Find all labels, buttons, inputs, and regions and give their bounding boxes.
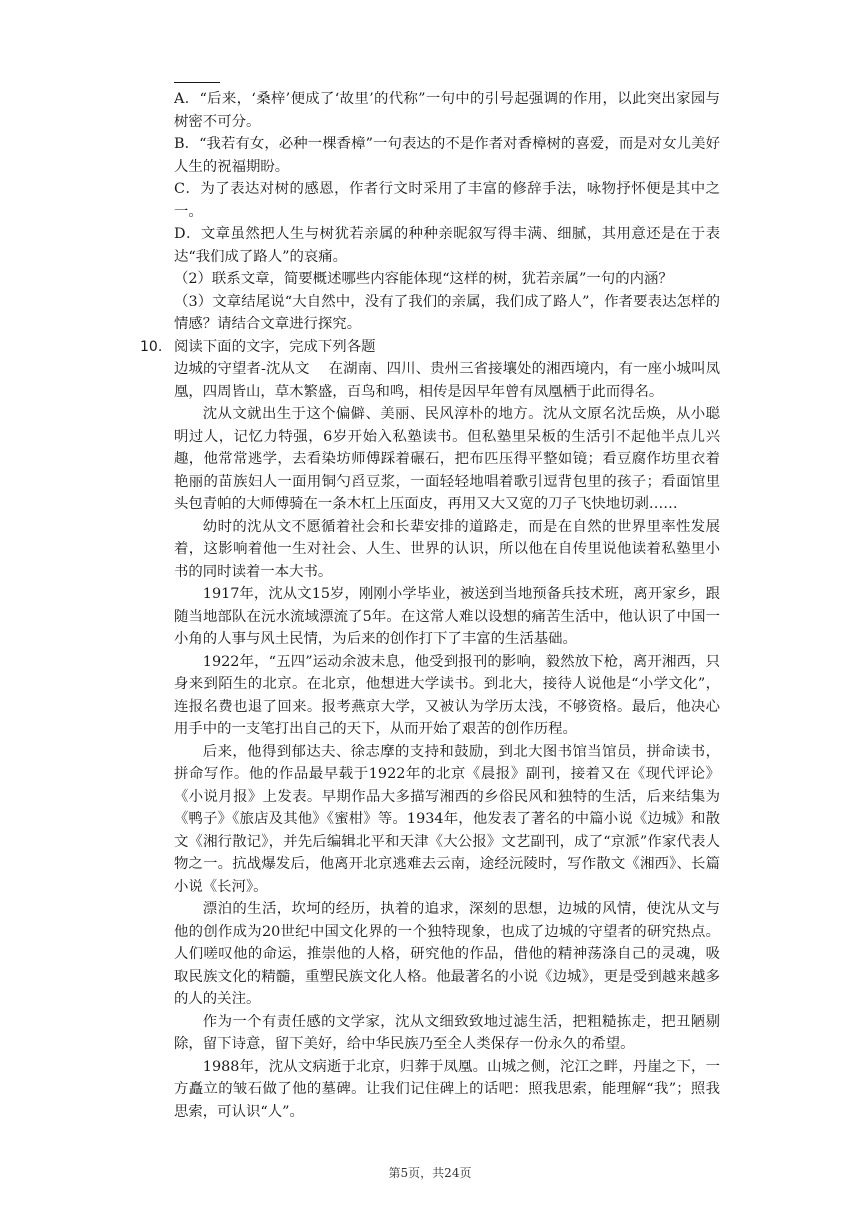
option-c: C．为了表达对树的感恩，作者行文时采用了丰富的修辞手法，咏物抒怀便是其中之一。 [174, 181, 720, 220]
passage-paragraph: 1917年，沈从文15岁，刚刚小学毕业，被送到当地预备兵技术班，离开家乡，跟随当地部队在沅水流域漂流了5年。在这常人难以设想的痛苦生活中，他认识了中国一小角的人事与风土民情，为后来的创作打下了丰富的生活基础。 [174, 586, 720, 647]
passage-paragraph: 幼时的沈从文不愿循着社会和长辈安排的道路走，而是在自然的世界里率性发展着，这影响着他一生对社会、人生、世界的认识，所以他在自传里说他读着私塾里小书的同时读着一本大书。 [174, 518, 720, 580]
option-a: A．“后来，‘桑梓’便成了‘故里’的代称”一句中的引号起强调的作用，以此突出家园与树密不可分。 [174, 91, 720, 130]
document-body [140, 88, 720, 1123]
passage-paragraph: 漂泊的生活，坎坷的经历，执着的追求，深刻的思想，边城的风情，使沈从文与他的创作成为20世纪中国文化界的一个独特现象，也成了边城的守望者的研究热点。人们嗟叹他的命运，推崇他的人格，研究他的作品，借他的精神荡涤自己的灵魂，吸取民族文化的精髓，重塑民族文化人格。他最著名的小说《边城》，更是受到越来越多的人的关注。 [174, 901, 720, 1007]
passage-title-paragraph: 边城的守望者-沈从文 在湖南、四川、贵州三省接壤处的湘西境内，有一座小城叫凤凰，四周皆山，草木繁盛，百鸟和鸣，相传是因早年曾有凤凰栖于此而得名。 [174, 361, 720, 400]
passage-paragraph: 后来，他得到郁达夫、徐志摩的支持和鼓励，到北大图书馆当馆员，拼命读书，拼命写作。他的作品最早载于1922年的北京《晨报》副刊，接着又在《现代评论》《小说月报》上发表。早期作品大多描写湘西的乡俗民风和独特的生活，后来结集为《鸭子》《旅店及其他》《蜜柑》等。1934年，他发表了著名的中篇小说《边城》和散文《湘行散记》，并先后编辑北平和天津《大公报》文艺副刊，成了“京派”作家代表人物之一。抗战爆发后，他离开北京逃难去云南，途经沅陵时，写作散文《湘西》、长篇小说《长河》。 [174, 743, 720, 895]
option-b: B．“我若有女，必种一棵香樟”一句表达的不是作者对香樟树的喜爱，而是对女儿美好人生的祝福期盼。 [174, 136, 720, 175]
question-prompt: 阅读下面的文字，完成下列各题 [174, 338, 376, 355]
question-10 [140, 336, 720, 359]
passage-paragraph: 作为一个有责任感的文学家，沈从文细致致地过滤生活，把粗糙拣走，把丑陋剔除，留下诗意，留下美好，给中华民族乃至全人类保存一份永久的希望。 [174, 1013, 720, 1052]
question-number: 10. [140, 338, 163, 355]
answer-blank-line [174, 82, 220, 83]
sub-question-3: （3）文章结尾说“大自然中，没有了我们的亲属，我们成了路人”，作者要表达怎样的情感？请结合文章进行探究。 [174, 293, 720, 332]
page-footer: 第5页，共24页 [388, 1166, 472, 1180]
passage-paragraph: 1922年，“五四”运动余波未息，他受到报刊的影响，毅然放下枪，离开湘西，只身来到陌生的北京。在北京，他想进大学读书。到北大，接待人说他是“小学文化”，连报名费也退了回来。报考燕京大学，又被认为学历太浅，不够资格。最后，他决心用手中的一支笔打出自己的天下，从而开始了艰苦的创作历程。 [174, 653, 720, 737]
passage-paragraph: 沈从文就出生于这个偏僻、美丽、民风淳朴的地方。沈从文原名沈岳焕，从小聪明过人，记忆力特强，6岁开始入私塾读书。但私塾里呆板的生活引不起他半点儿兴趣，他常常逃学，去看染坊师傅踩着碾石，把布匹压得平整如镜；看豆腐作坊里衣着艳丽的苗族妇人一面用铜勺舀豆浆，一面轻轻地唱着歌引逗背包里的孩子；看面馆里头包青帕的大师傅骑在一条木杠上压面皮，再用又大又宽的刀子飞快地切剥…… [174, 406, 720, 512]
sub-question-2: （2）联系文章，简要概述哪些内容能体现“这样的树，犹若亲属”一句的内涵？ [174, 271, 673, 287]
passage-paragraph: 1988年，沈从文病逝于北京，归葬于凤凰。山城之侧，沱江之畔，丹崖之下，一方矗立的皱石做了他的墓碑。让我们记住碑上的话吧：照我思索，能理解“我”；照我思索，可认识“人”。 [174, 1058, 720, 1120]
option-d: D．文章虽然把人生与树犹若亲属的种种亲昵叙写得丰满、细腻，其用意还是在于表达“我们成了路人”的哀痛。 [174, 226, 720, 265]
